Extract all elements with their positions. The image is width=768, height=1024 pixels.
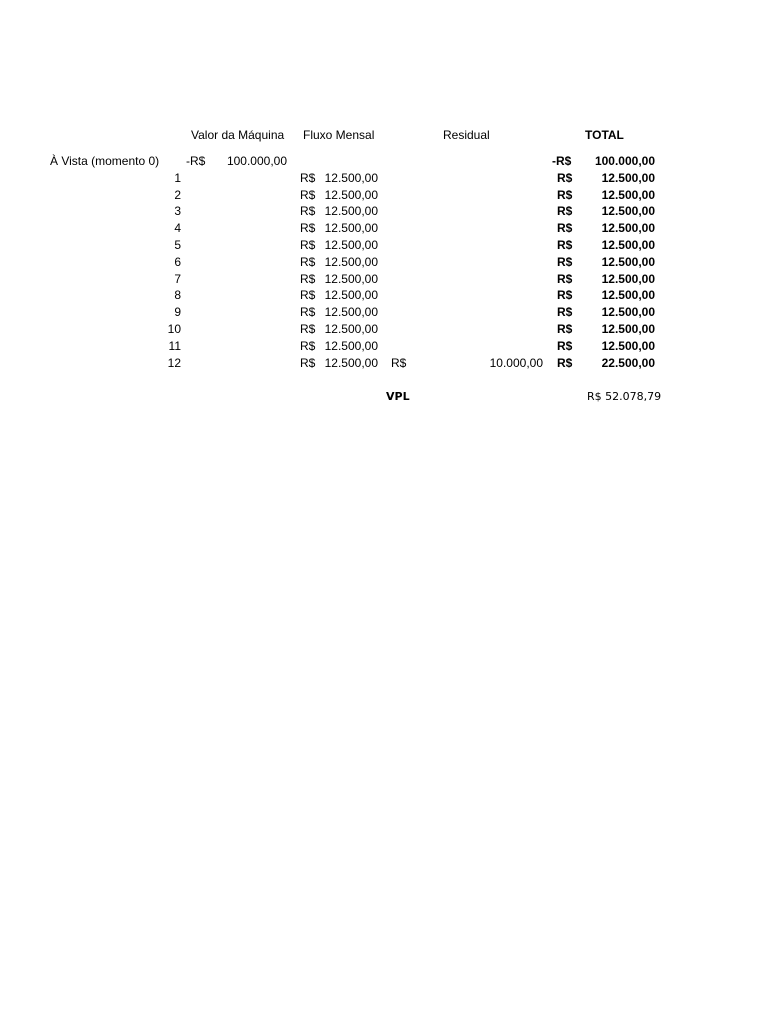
table-row	[0, 188, 768, 205]
flow-prefix: R$	[300, 238, 316, 252]
total-value: 12.500,00	[601, 322, 655, 336]
row-label: 3	[174, 204, 181, 219]
header-machine-value: Valor da Máquina	[191, 128, 285, 142]
row-label: 1	[174, 170, 181, 185]
residual-value: 10.000,00	[489, 355, 543, 370]
machine-value: 100.000,00	[226, 154, 287, 168]
machine-prefix: -R$	[186, 154, 206, 168]
flow-prefix: R$	[300, 288, 316, 303]
total-prefix: R$	[557, 338, 573, 353]
flow-value: 12.500,00	[324, 204, 378, 219]
row-label: 8	[174, 288, 181, 303]
total-value: 100.000,00	[594, 154, 655, 168]
header-residual: Residual	[443, 128, 490, 142]
flow-prefix: R$	[300, 254, 316, 269]
row-label: 5	[174, 238, 181, 252]
table-row	[0, 322, 768, 339]
flow-prefix: R$	[300, 271, 316, 286]
table-row	[0, 288, 768, 305]
table-row	[0, 238, 768, 255]
flow-value: 12.500,00	[324, 254, 378, 269]
flow-prefix: R$	[300, 355, 316, 370]
flow-value: 12.500,00	[324, 322, 378, 336]
flow-value: 12.500,00	[324, 271, 378, 286]
row-label: 4	[174, 221, 181, 236]
flow-prefix: R$	[300, 305, 316, 320]
total-value: 12.500,00	[601, 204, 655, 219]
total-prefix: R$	[557, 305, 573, 320]
row-label: À Vista (momento 0)	[50, 154, 160, 168]
table-row	[0, 221, 768, 238]
total-prefix: R$	[557, 204, 573, 219]
flow-value: 12.500,00	[324, 338, 378, 353]
total-value: 12.500,00	[601, 221, 655, 236]
total-value: 12.500,00	[601, 187, 655, 202]
total-prefix: R$	[557, 221, 573, 236]
total-prefix: R$	[557, 288, 573, 303]
total-value: 12.500,00	[601, 271, 655, 286]
total-value: 12.500,00	[601, 170, 655, 185]
total-prefix: R$	[557, 322, 573, 336]
flow-value: 12.500,00	[324, 238, 378, 252]
flow-prefix: R$	[300, 187, 316, 202]
table-row	[0, 356, 768, 373]
flow-value: 12.500,00	[324, 288, 378, 303]
table-row	[0, 204, 768, 221]
flow-value: 12.500,00	[324, 187, 378, 202]
total-value: 22.500,00	[601, 355, 655, 370]
total-prefix: R$	[557, 254, 573, 269]
total-prefix: R$	[557, 271, 573, 286]
flow-prefix: R$	[300, 221, 316, 236]
header-monthly-flow: Fluxo Mensal	[303, 128, 375, 142]
row-label: 11	[168, 338, 181, 353]
flow-prefix: R$	[300, 338, 316, 353]
total-value: 12.500,00	[601, 338, 655, 353]
total-prefix: R$	[557, 187, 573, 202]
total-prefix: R$	[557, 355, 573, 370]
table-row	[0, 154, 768, 171]
table-row	[0, 339, 768, 356]
total-value: 12.500,00	[601, 238, 655, 252]
total-value: 12.500,00	[601, 254, 655, 269]
vpl-label: VPL	[386, 390, 410, 403]
vpl-value: R$ 52.078,79	[587, 390, 662, 403]
row-label: 7	[174, 271, 181, 286]
row-label: 12	[167, 355, 181, 370]
table-row	[0, 272, 768, 289]
table-row	[0, 305, 768, 322]
flow-prefix: R$	[300, 204, 316, 219]
flow-value: 12.500,00	[324, 355, 378, 370]
total-value: 12.500,00	[601, 305, 655, 320]
table-row	[0, 171, 768, 188]
flow-value: 12.500,00	[324, 221, 378, 236]
residual-prefix: R$	[391, 355, 407, 370]
total-prefix: -R$	[552, 154, 572, 168]
total-prefix: R$	[557, 238, 573, 252]
row-label: 6	[174, 254, 181, 269]
table-row	[0, 255, 768, 272]
flow-prefix: R$	[300, 322, 316, 336]
row-label: 2	[174, 187, 181, 202]
flow-value: 12.500,00	[324, 305, 378, 320]
flow-value: 12.500,00	[324, 170, 378, 185]
flow-prefix: R$	[300, 170, 316, 185]
header-total: TOTAL	[585, 128, 624, 142]
row-label: 10	[167, 322, 181, 336]
row-label: 9	[174, 305, 181, 320]
total-value: 12.500,00	[601, 288, 655, 303]
total-prefix: R$	[557, 170, 573, 185]
